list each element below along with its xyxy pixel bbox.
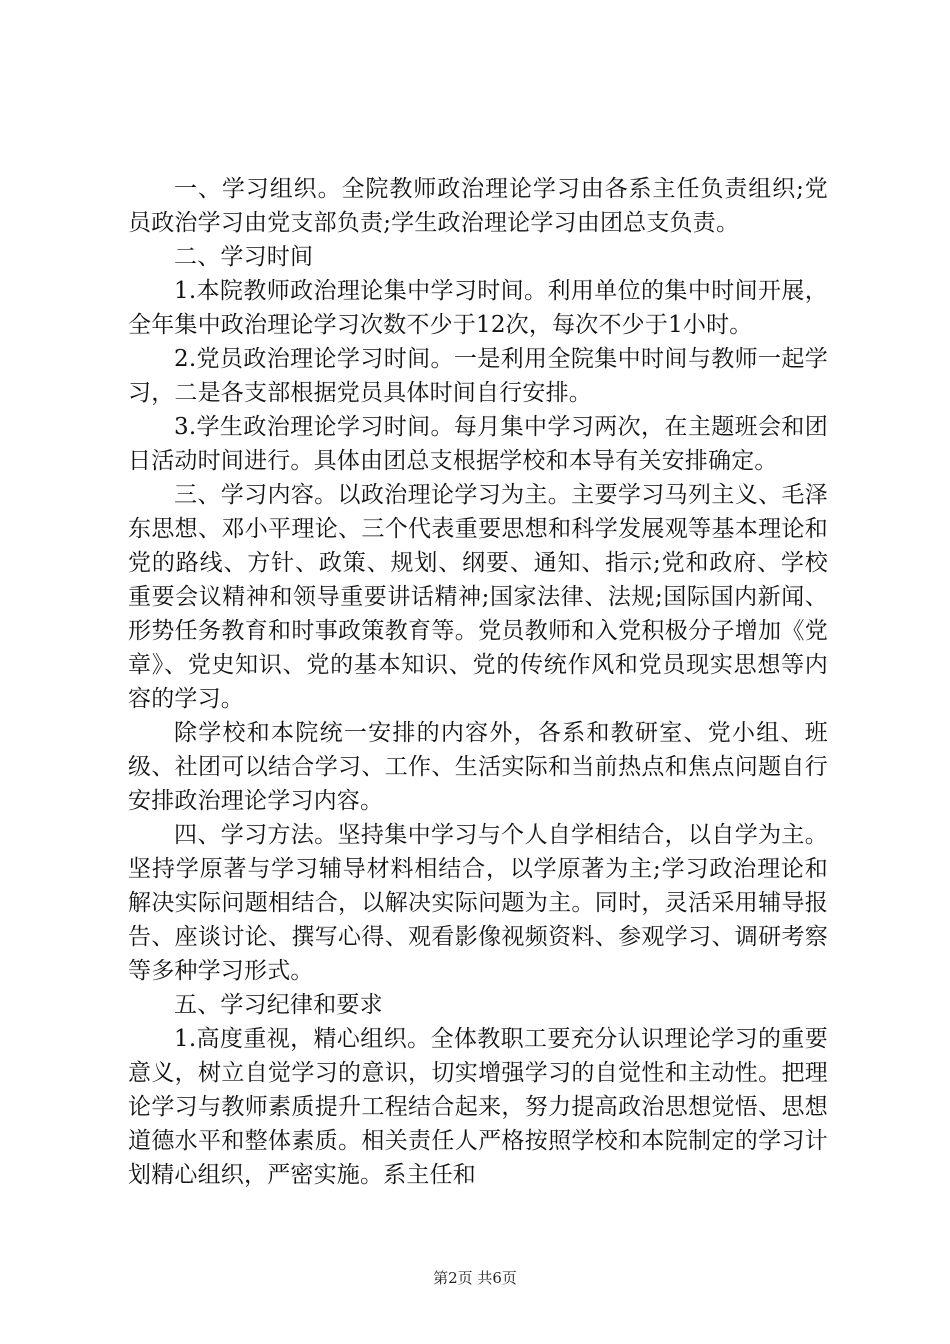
- paragraph-attention-organization: 1.高度重视，精心组织。全体教职工要充分认识理论学习的重要意义，树立自觉学习的意识，切实增强学习的自觉性和主动性。把理论学习与教师素质提升工程结合起来，努力提高政治思想觉悟、思想道德水平和整体素质。相关责任人严格按照学校和本院制定的学习计划精心组织，严密实施。系主任和: [128, 1026, 828, 1188]
- paragraph-teacher-study-time: 1.本院教师政治理论集中学习时间。利用单位的集中时间开展，全年集中政治理论学习次数不少于12次，每次不少于1小时。: [128, 278, 828, 338]
- paragraph-study-organization: 一、学习组织。全院教师政治理论学习由各系主任负责组织;党员政治学习由党支部负责;学生政治理论学习由团总支负责。: [128, 176, 828, 236]
- paragraph-student-study-time: 3.学生政治理论学习时间。每月集中学习两次，在主题班会和团日活动时间进行。具体由团总支根据学校和本导有关安排确定。: [128, 414, 828, 474]
- page-number-footer: 第2页 共6页: [433, 1269, 517, 1287]
- paragraph-study-content: 三、学习内容。以政治理论学习为主。主要学习马列主义、毛泽东思想、邓小平理论、三个代表重要思想和科学发展观等基本理论和党的路线、方针、政策、规划、纲要、通知、指示;党和政府、学校重要会议精神和领导重要讲话精神;国家法律、法规;国际国内新闻、形势任务教育和时事政策教育等。党员教师和入党积极分子增加《党章》、党史知识、党的基本知识、党的传统作风和党员现实思想等内容的学习。: [128, 482, 828, 712]
- paragraph-study-method: 四、学习方法。坚持集中学习与个人自学相结合，以自学为主。坚持学原著与学习辅导材料相结合，以学原著为主;学习政治理论和解决实际问题相结合，以解决实际问题为主。同时，灵活采用辅导报告、座谈讨论、撰写心得、观看影像视频资料、参观学习、调研考察等多种学习形式。: [128, 822, 828, 984]
- heading-study-time: 二、学习时间: [174, 244, 314, 270]
- paragraph-party-member-study-time: 2.党员政治理论学习时间。一是利用全院集中时间与教师一起学习，二是各支部根据党员具体时间自行安排。: [128, 346, 828, 406]
- heading-discipline-requirements: 五、学习纪律和要求: [174, 992, 383, 1018]
- paragraph-additional-content: 除学校和本院统一安排的内容外，各系和教研室、党小组、班级、社团可以结合学习、工作、生活实际和当前热点和焦点问题自行安排政治理论学习内容。: [128, 720, 828, 814]
- document-body: [128, 172, 828, 1192]
